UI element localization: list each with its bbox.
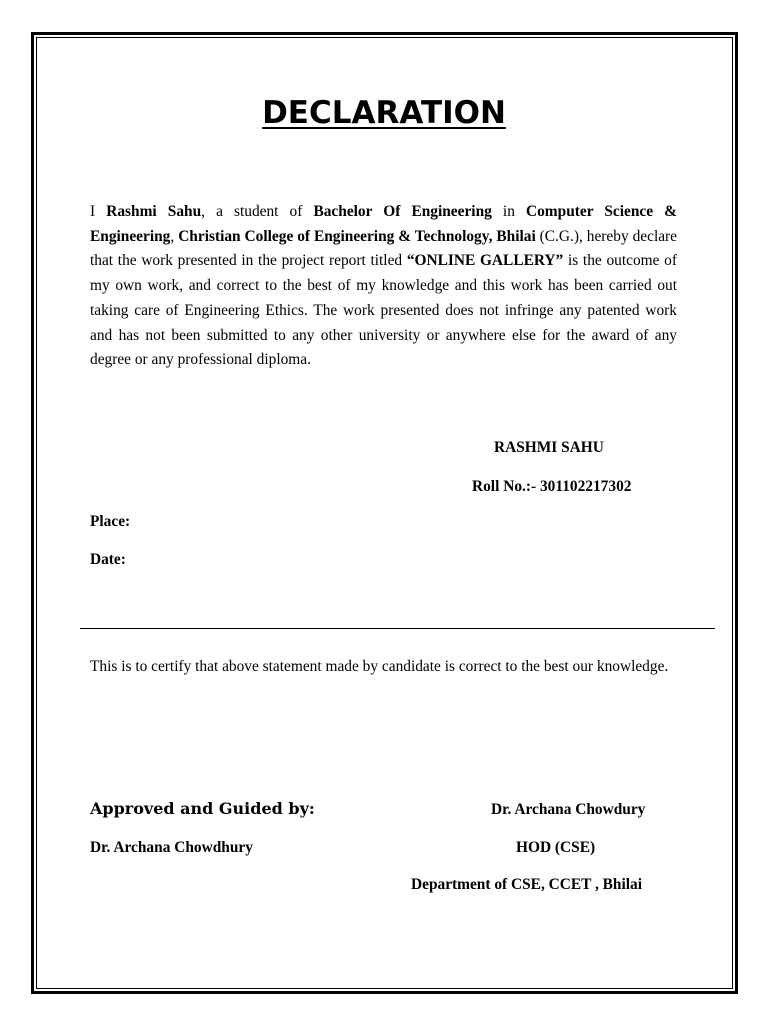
signature-name: RASHMI SAHU xyxy=(494,439,604,456)
para-text: is the outcome of my own work, and correct to the best of my knowledge and this work has been carried out taking care of Engineering Ethics. The work presented does not infringe any patented work and has not been submitted to any other university or anywhere else for the award of any degree or any professional diploma. xyxy=(90,252,677,369)
certification-text: This is to certify that above statement made by candidate is correct to the best our knowledge. xyxy=(90,658,669,675)
section-divider xyxy=(80,628,715,629)
degree-name: Bachelor Of Engineering xyxy=(313,203,492,220)
page-title: DECLARATION xyxy=(262,95,506,131)
para-text: (C.G.), hereby declare that the work presented in the project report titled xyxy=(90,227,678,270)
para-text: , a student of xyxy=(201,203,314,220)
hod-name: Dr. Archana Chowdury xyxy=(491,801,646,818)
declaration-paragraph xyxy=(90,200,677,373)
para-text: in xyxy=(491,203,526,220)
college-name: Christian College of Engineering & Technology, Bhilai xyxy=(178,227,536,245)
date-label: Date: xyxy=(90,551,126,568)
hod-title: HOD (CSE) xyxy=(516,839,596,856)
department-name: Department of CSE, CCET , Bhilai xyxy=(411,876,643,893)
para-text: , xyxy=(170,227,179,245)
approval-label: Approved and Guided by: xyxy=(90,799,315,818)
guide-name: Dr. Archana Chowdhury xyxy=(90,839,253,856)
para-text: I xyxy=(90,203,107,220)
project-title: “ONLINE GALLERY” xyxy=(406,252,564,270)
branch-name: Computer Science & Engineering xyxy=(90,203,677,245)
place-label: Place: xyxy=(90,513,131,530)
roll-number: Roll No.:- 301102217302 xyxy=(472,478,632,495)
student-name: Rashmi Sahu xyxy=(106,203,202,220)
